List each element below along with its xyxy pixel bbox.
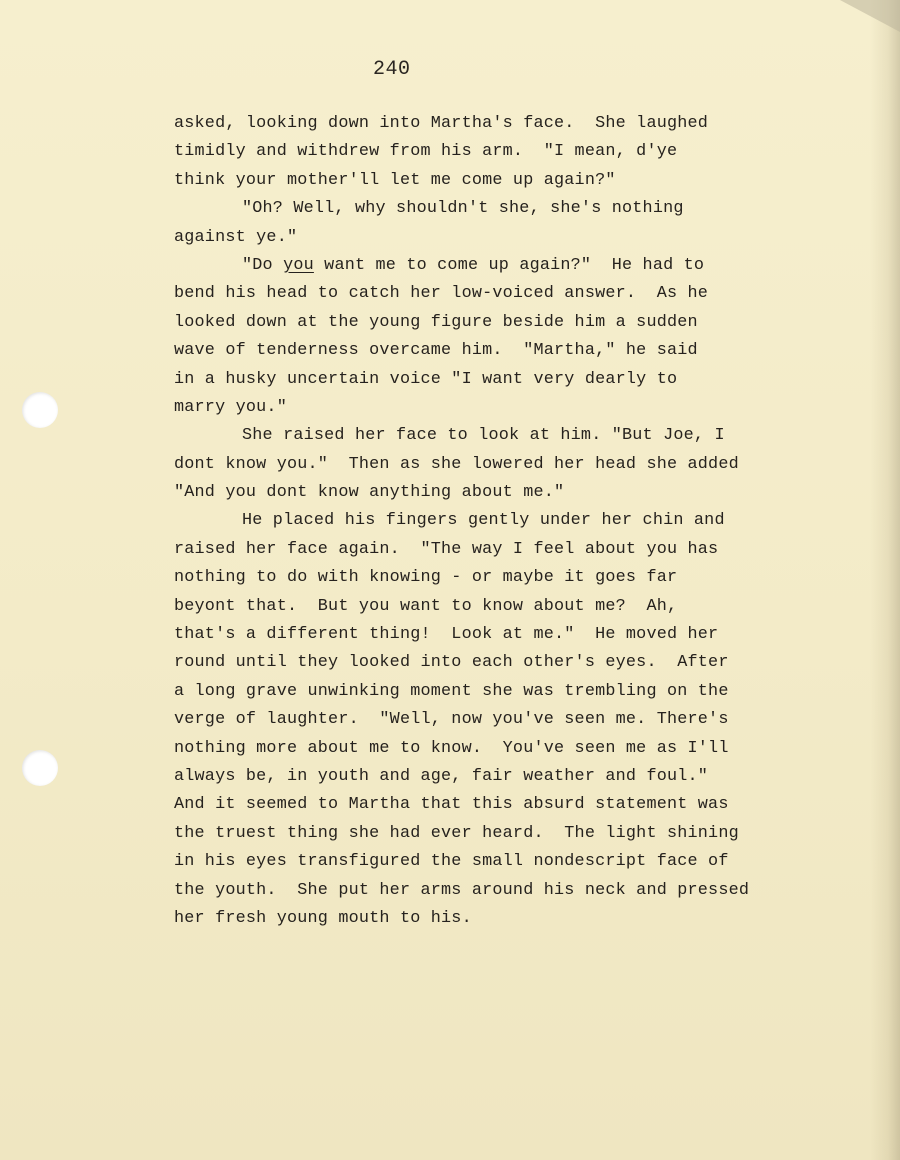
underlined-word: you [283,255,314,275]
text-line: the youth. She put her arms around his neck and pressed [174,880,750,900]
text-line: nothing to do with knowing - or maybe it goes far [174,568,678,588]
text-line: "Oh? Well, why shouldn't she, she's nothing [242,199,684,219]
text-line: nothing more about me to know. You've seen me as I'll [174,738,729,758]
punch-hole-lower [22,750,58,786]
text-line: always be, in youth and age, fair weather and foul." [174,766,709,786]
text-line: think your mother'll let me come up again?" [174,170,616,190]
text-line: a long grave unwinking moment she was trembling on the [174,681,729,701]
text-line: the truest thing she had ever heard. The light shining [174,823,739,843]
text-segment: "Do [242,255,284,275]
text-line [174,252,874,280]
text-line: She raised her face to look at him. "But Joe, I [242,426,725,446]
text-line: beyont that. But you want to know about me? Ah, [174,596,678,616]
text-line: verge of laughter. "Well, now you've seen me. There's [174,710,729,730]
page-corner-fold [840,0,900,32]
text-line: marry you." [174,397,287,417]
punch-hole-upper [22,392,58,428]
text-line: round until they looked into each other's eyes. After [174,653,729,673]
text-segment: want me to come up again?" He had to [313,255,705,275]
text-line: asked, looking down into Martha's face. She laughed [174,114,709,133]
text-line: in his eyes transfigured the small nondescript face of [174,852,729,872]
text-line: He placed his fingers gently under her chin and [242,511,725,531]
text-line: wave of tenderness overcame him. "Martha," he said [174,341,698,361]
text-line: against ye." [174,227,298,247]
text-line: timidly and withdrew from his arm. "I mean, d'ye [174,142,678,162]
text-line: in a husky uncertain voice "I want very dearly to [174,369,678,389]
text-line: raised her face again. "The way I feel about you has [174,539,719,559]
page-edge-shadow [870,0,900,1160]
text-line: looked down at the young figure beside him a sudden [174,312,698,332]
body-text [174,110,874,933]
text-line: bend his head to catch her low-voiced answer. As he [174,284,709,304]
text-line: And it seemed to Martha that this absurd statement was [174,795,729,815]
page-number: 240 [373,58,411,81]
text-line: her fresh young mouth to his. [174,908,472,928]
text-line: dont know you." Then as she lowered her head she added [174,454,739,474]
text-line: "And you dont know anything about me." [174,483,565,503]
text-line: that's a different thing! Look at me." He moved her [174,625,719,645]
